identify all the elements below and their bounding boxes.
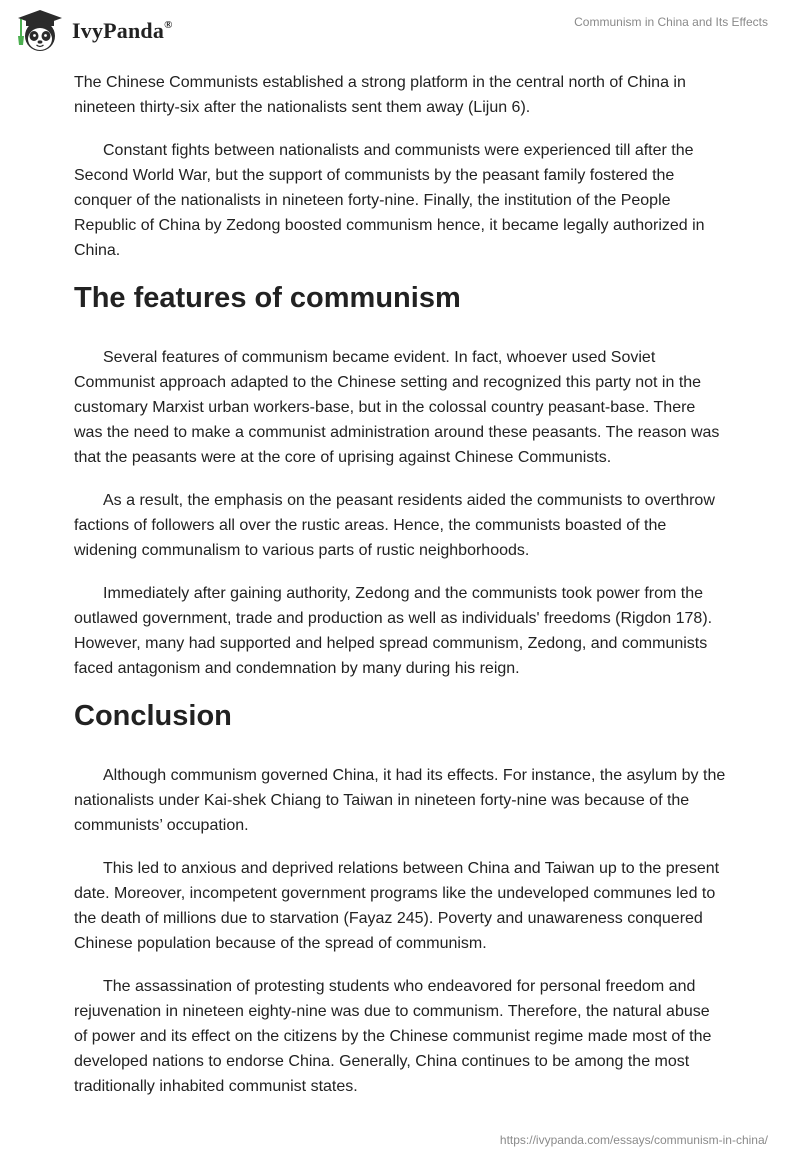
paragraph: As a result, the emphasis on the peasant residents aided the communists to overthrow factions of followers all over the rustic areas. Hence, the communists boasted of the widening communalism to various parts of rustic neighborhoods. bbox=[74, 492, 715, 559]
source-url-link[interactable]: https://ivypanda.com/essays/communism-in-china/ bbox=[499, 1133, 768, 1147]
paragraph: The Chinese Communists established a strong platform in the central north of China in nineteen thirty-six after the nationalists sent them away (Lijun 6). bbox=[74, 74, 686, 116]
paragraph: Constant fights between nationalists and communists were experienced till after the Second World War, but the support of communists by the peasant family fostered the conquer of the nationalists in nineteen forty-nine. Finally, the institution of the People Republic of China by Zedong boosted communism hence, it became legally authorized in China. bbox=[74, 142, 705, 259]
paragraph: This led to anxious and deprived relations between China and Taiwan up to the present date. Moreover, incompetent government programs like the undeveloped communes led to the death of millions due to starvation (Fayaz 245). Poverty and unawareness conquered Chinese population because of the spread of communism. bbox=[74, 860, 720, 952]
paragraph: Several features of communism became evident. In fact, whoever used Soviet Communist approach adapted to the Chinese setting and recognized this party not in the customary Marxist urban workers-base, but in the colossal country peasant-base. There was the need to make a communist administration around these peasants. The reason was that the peasants were at the core of uprising against Chinese Communists. bbox=[74, 349, 720, 466]
paragraph: Although communism governed China, it had its effects. For instance, the asylum by the nationalists under Kai-shek Chiang to Taiwan in nineteen forty-nine was because of the communists’ occupation. bbox=[74, 767, 726, 834]
paragraph: Immediately after gaining authority, Zedong and the communists took power from the outlawed government, trade and production as well as individuals' freedoms (Rigdon 178). However, many had supported and helped spread communism, Zedong, and communists faced antagonism and condemnation by many during his reign. bbox=[74, 585, 713, 677]
panda-graduate-icon bbox=[14, 8, 66, 54]
brand-name: IvyPanda® bbox=[72, 18, 173, 43]
ivypanda-logo[interactable] bbox=[14, 8, 173, 54]
document-title: Communism in China and Its Effects bbox=[574, 15, 768, 29]
section-heading-conclusion: Conclusion bbox=[74, 700, 232, 732]
page-header bbox=[0, 0, 800, 64]
section-heading-features: The features of communism bbox=[74, 282, 461, 314]
paragraph: The assassination of protesting students who endeavored for personal freedom and rejuvenation in nineteen eighty-nine was due to communism. Therefore, the natural abuse of power and its effect on the citizens by the Chinese communist regime made most of the developed nations to endorse China. Generally, China continues to be among the most traditionally inhabited communist states. bbox=[74, 978, 712, 1095]
essay-body bbox=[74, 70, 726, 1117]
